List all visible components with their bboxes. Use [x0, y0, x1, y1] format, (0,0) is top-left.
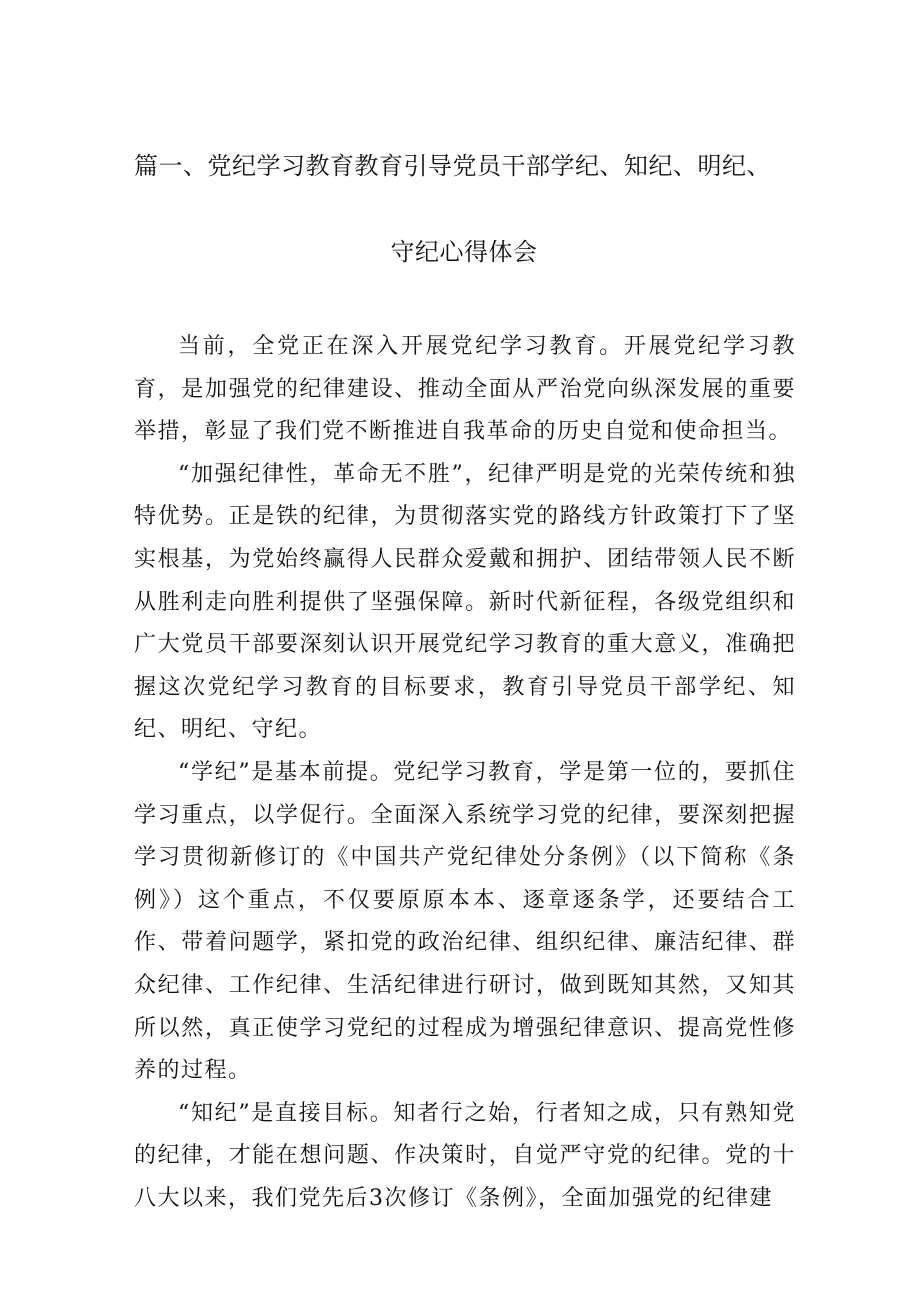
- document-body: [134, 326, 796, 1220]
- title-line-2: 守纪心得体会: [390, 238, 538, 266]
- paragraph-intro: 当前，全党正在深入开展党纪学习教育。开展党纪学习教育，是加强党的纪律建设、推动全面从严治党向纵深发展的重要举措，彰显了我们党不断推进自我革命的历史自觉和使命担当。: [134, 334, 796, 445]
- paragraph-know-discipline: “知纪”是直接目标。知者行之始，行者知之成，只有熟知党的纪律，才能在想问题、作决策时，自觉严守党的纪律。党的十八大以来，我们党先后3次修订《条例》，全面加强党的纪律建: [134, 1100, 796, 1211]
- title-line-1: 篇一、党纪学习教育教育引导党员干部学纪、知纪、明纪、: [134, 152, 771, 180]
- paragraph-discipline: “加强纪律性，革命无不胜”，纪律严明是党的光荣传统和独特优势。正是铁的纪律，为贯彻落实党的路线方针政策打下了坚实根基，为党始终赢得人民群众爱戴和拥护、团结带领人民不断从胜利走向胜利提供了坚强保障。新时代新征程，各级党组织和广大党员干部要深刻认识开展党纪学习教育的重大意义，准确把握这次党纪学习教育的目标要求，教育引导党员干部学纪、知纪、明纪、守纪。: [134, 461, 796, 743]
- paragraph-learn-discipline: “学纪”是基本前提。党纪学习教育，学是第一位的，要抓住学习重点，以学促行。全面深入系统学习党的纪律，要深刻把握学习贯彻新修订的《中国共产党纪律处分条例》（以下简称《条例》）这个重点，不仅要原原本本、逐章逐条学，还要结合工作、带着问题学，紧扣党的政治纪律、组织纪律、廉洁纪律、群众纪律、工作纪律、生活纪律进行研讨，做到既知其然，又知其所以然，真正使学习党纪的过程成为增强纪律意识、提高党性修养的过程。: [134, 759, 796, 1084]
